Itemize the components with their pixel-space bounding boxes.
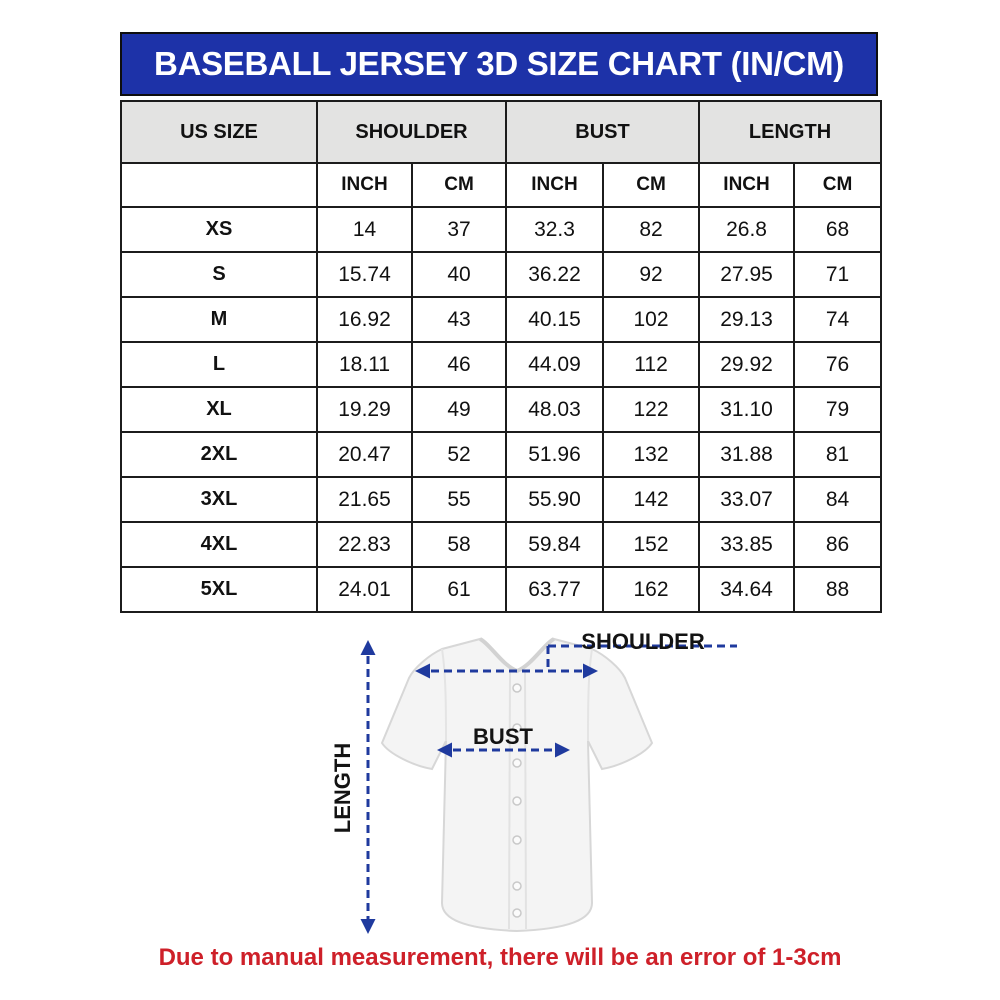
- value-cell: 142: [603, 477, 699, 522]
- jersey-body: [382, 639, 652, 931]
- value-cell: 24.01: [317, 567, 412, 612]
- column-group-shoulder: SHOULDER: [317, 101, 506, 163]
- value-cell: 58: [412, 522, 506, 567]
- value-cell: 86: [794, 522, 881, 567]
- table-row-3xl: [121, 477, 881, 522]
- length-label: LENGTH: [330, 742, 355, 834]
- value-cell: 40.15: [506, 297, 603, 342]
- value-cell: 29.92: [699, 342, 794, 387]
- value-cell: 84: [794, 477, 881, 522]
- shoulder-label: SHOULDER: [581, 629, 705, 654]
- value-cell: 51.96: [506, 432, 603, 477]
- value-cell: 82: [603, 207, 699, 252]
- unit-header-inch: INCH: [699, 163, 794, 207]
- value-cell: 71: [794, 252, 881, 297]
- value-cell: 20.47: [317, 432, 412, 477]
- table-row-l: [121, 342, 881, 387]
- value-cell: 14: [317, 207, 412, 252]
- table-row-s: [121, 252, 881, 297]
- column-group-us-size: US SIZE: [121, 101, 317, 163]
- value-cell: 63.77: [506, 567, 603, 612]
- value-cell: 112: [603, 342, 699, 387]
- unit-header-cm: CM: [603, 163, 699, 207]
- title-bar: [120, 32, 878, 96]
- size-cell: XL: [121, 387, 317, 432]
- bust-label: BUST: [473, 724, 533, 749]
- value-cell: 88: [794, 567, 881, 612]
- value-cell: 33.07: [699, 477, 794, 522]
- column-group-row: [121, 101, 881, 163]
- page-title: BASEBALL JERSEY 3D SIZE CHART (IN/CM): [154, 45, 844, 82]
- table-row-5xl: [121, 567, 881, 612]
- value-cell: 27.95: [699, 252, 794, 297]
- unit-header-cm: CM: [794, 163, 881, 207]
- unit-header-inch: INCH: [317, 163, 412, 207]
- value-cell: 21.65: [317, 477, 412, 522]
- value-cell: 61: [412, 567, 506, 612]
- value-cell: 79: [794, 387, 881, 432]
- column-group-bust: BUST: [506, 101, 699, 163]
- value-cell: 74: [794, 297, 881, 342]
- value-cell: 68: [794, 207, 881, 252]
- value-cell: 49: [412, 387, 506, 432]
- value-cell: 152: [603, 522, 699, 567]
- unit-header-blank: [121, 163, 317, 207]
- value-cell: 29.13: [699, 297, 794, 342]
- size-cell: 4XL: [121, 522, 317, 567]
- value-cell: 26.8: [699, 207, 794, 252]
- size-cell: 2XL: [121, 432, 317, 477]
- size-cell: 3XL: [121, 477, 317, 522]
- note-text: Due to manual measurement, there will be an error of 1-3cm: [158, 944, 842, 971]
- table-row-m: [121, 297, 881, 342]
- column-group-length: LENGTH: [699, 101, 881, 163]
- size-chart-table: [120, 100, 882, 613]
- size-cell: S: [121, 252, 317, 297]
- value-cell: 55.90: [506, 477, 603, 522]
- value-cell: 18.11: [317, 342, 412, 387]
- value-cell: 46: [412, 342, 506, 387]
- value-cell: 15.74: [317, 252, 412, 297]
- value-cell: 40: [412, 252, 506, 297]
- value-cell: 31.10: [699, 387, 794, 432]
- value-cell: 81: [794, 432, 881, 477]
- value-cell: 37: [412, 207, 506, 252]
- value-cell: 132: [603, 432, 699, 477]
- unit-header-inch: INCH: [506, 163, 603, 207]
- unit-header-row: [121, 163, 881, 207]
- table-row-xs: [121, 207, 881, 252]
- jersey-figure: [325, 613, 745, 950]
- value-cell: 122: [603, 387, 699, 432]
- value-cell: 22.83: [317, 522, 412, 567]
- value-cell: 55: [412, 477, 506, 522]
- table-row-4xl: [121, 522, 881, 567]
- value-cell: 92: [603, 252, 699, 297]
- value-cell: 102: [603, 297, 699, 342]
- unit-header-cm: CM: [412, 163, 506, 207]
- size-cell: 5XL: [121, 567, 317, 612]
- value-cell: 16.92: [317, 297, 412, 342]
- value-cell: 34.64: [699, 567, 794, 612]
- size-cell: M: [121, 297, 317, 342]
- value-cell: 32.3: [506, 207, 603, 252]
- table-row-xl: [121, 387, 881, 432]
- value-cell: 44.09: [506, 342, 603, 387]
- value-cell: 19.29: [317, 387, 412, 432]
- value-cell: 59.84: [506, 522, 603, 567]
- value-cell: 162: [603, 567, 699, 612]
- value-cell: 43: [412, 297, 506, 342]
- value-cell: 52: [412, 432, 506, 477]
- value-cell: 76: [794, 342, 881, 387]
- value-cell: 36.22: [506, 252, 603, 297]
- size-cell: L: [121, 342, 317, 387]
- size-cell: XS: [121, 207, 317, 252]
- value-cell: 31.88: [699, 432, 794, 477]
- jersey-illustration: [325, 613, 745, 950]
- value-cell: 33.85: [699, 522, 794, 567]
- table-row-2xl: [121, 432, 881, 477]
- value-cell: 48.03: [506, 387, 603, 432]
